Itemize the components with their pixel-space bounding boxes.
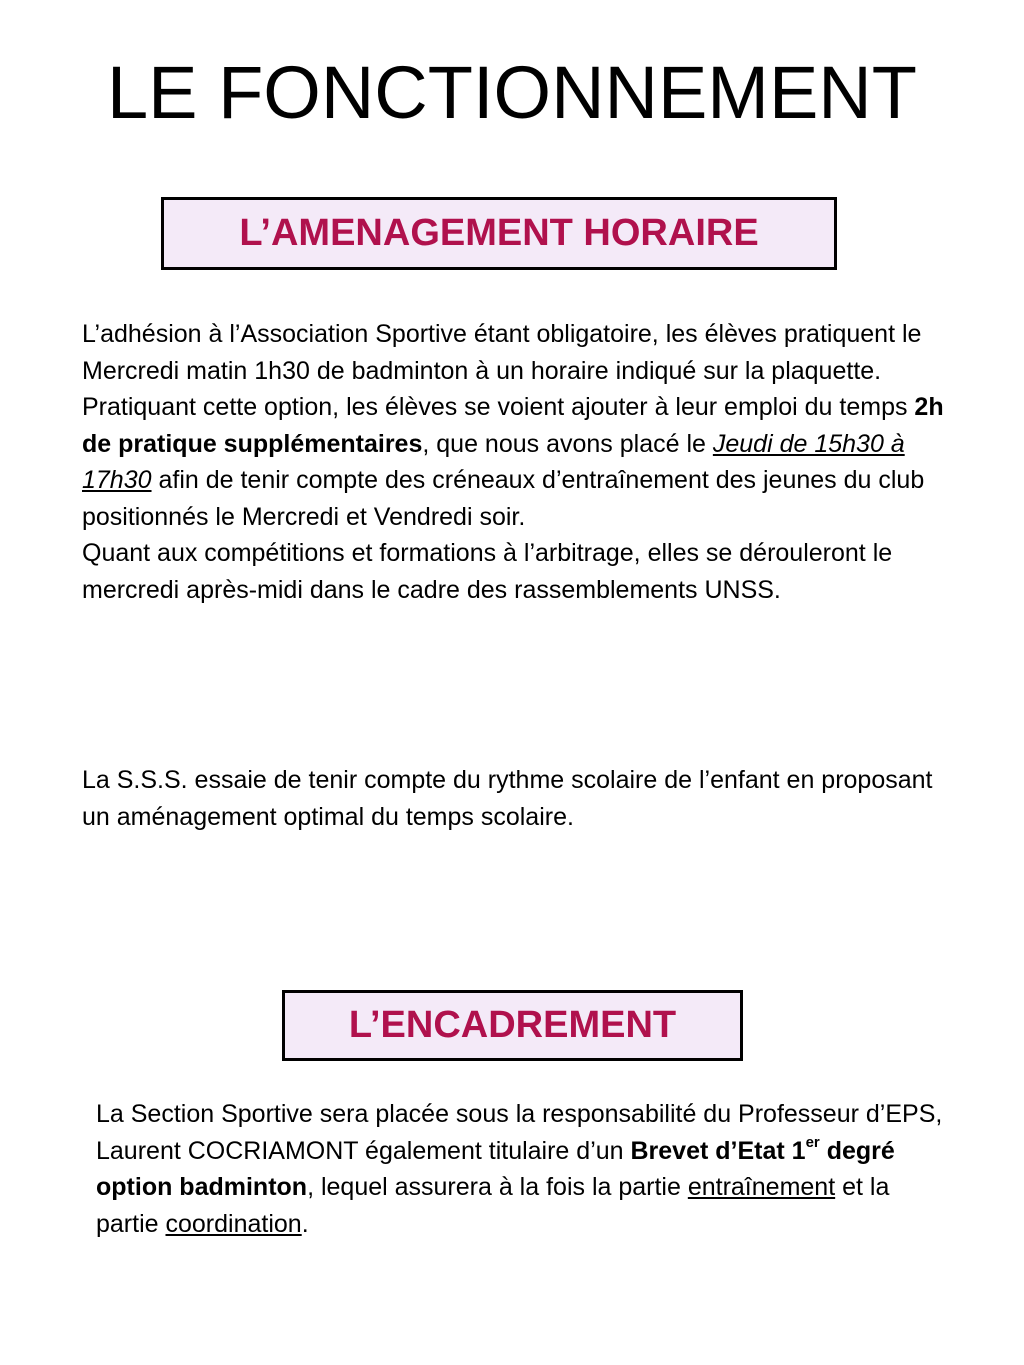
text: Pratiquant cette option, les élèves se voient ajouter à leur emploi du temps (82, 393, 915, 421)
superscript: er (805, 1134, 820, 1152)
text: et la partie (96, 1173, 890, 1238)
paragraph-encadrement (96, 1096, 956, 1242)
bold-text: 2h de pratique supplémentaires (82, 393, 944, 458)
bold-part: Brevet d’Etat 1 (630, 1136, 806, 1165)
paragraph-option (82, 389, 952, 535)
text: afin de tenir compte des créneaux d’entraînement des jeunes du club positionnés le Mercredi et Vendredi soir. (82, 466, 925, 531)
paragraph-adhesion: L’adhésion à l’Association Sportive étant obligatoire, les élèves pratiquent le Mercredi matin 1h30 de badminton à un horaire indiqué sur la plaquette. (82, 320, 922, 385)
bold-part: degré option badminton (96, 1136, 895, 1201)
section-heading-label: L’ENCADREMENT (348, 1004, 677, 1046)
section-heading-amenagement-horaire (161, 197, 837, 270)
section-heading-label: L’AMENAGEMENT HORAIRE (239, 212, 759, 254)
text: . (301, 1209, 309, 1238)
underlined-coordination: coordination (165, 1209, 302, 1238)
text: La Section Sportive sera placée sous la responsabilité du Professeur d’EPS, Laurent COCRIAMONT également titulaire d’un (96, 1100, 943, 1165)
page-title: LE FONCTIONNEMENT (107, 51, 917, 134)
text: , lequel assurera à la fois la partie (307, 1173, 688, 1201)
paragraph-competitions: Quant aux compétitions et formations à l’arbitrage, elles se dérouleront le mercredi après-midi dans le cadre des rassemblements UNSS. (82, 539, 893, 604)
underlined-entrainement: entraînement (687, 1173, 836, 1201)
paragraph-rythme-scolaire: La S.S.S. essaie de tenir compte du rythme scolaire de l’enfant en proposant un aménagement optimal du temps scolaire. (82, 766, 933, 831)
section-heading-encadrement (282, 990, 743, 1061)
schedule-highlight: Jeudi de 15h30 à 17h30 (82, 429, 905, 494)
amenagement-paragraphs (82, 316, 952, 608)
text: , que nous avons placé le (422, 429, 713, 458)
